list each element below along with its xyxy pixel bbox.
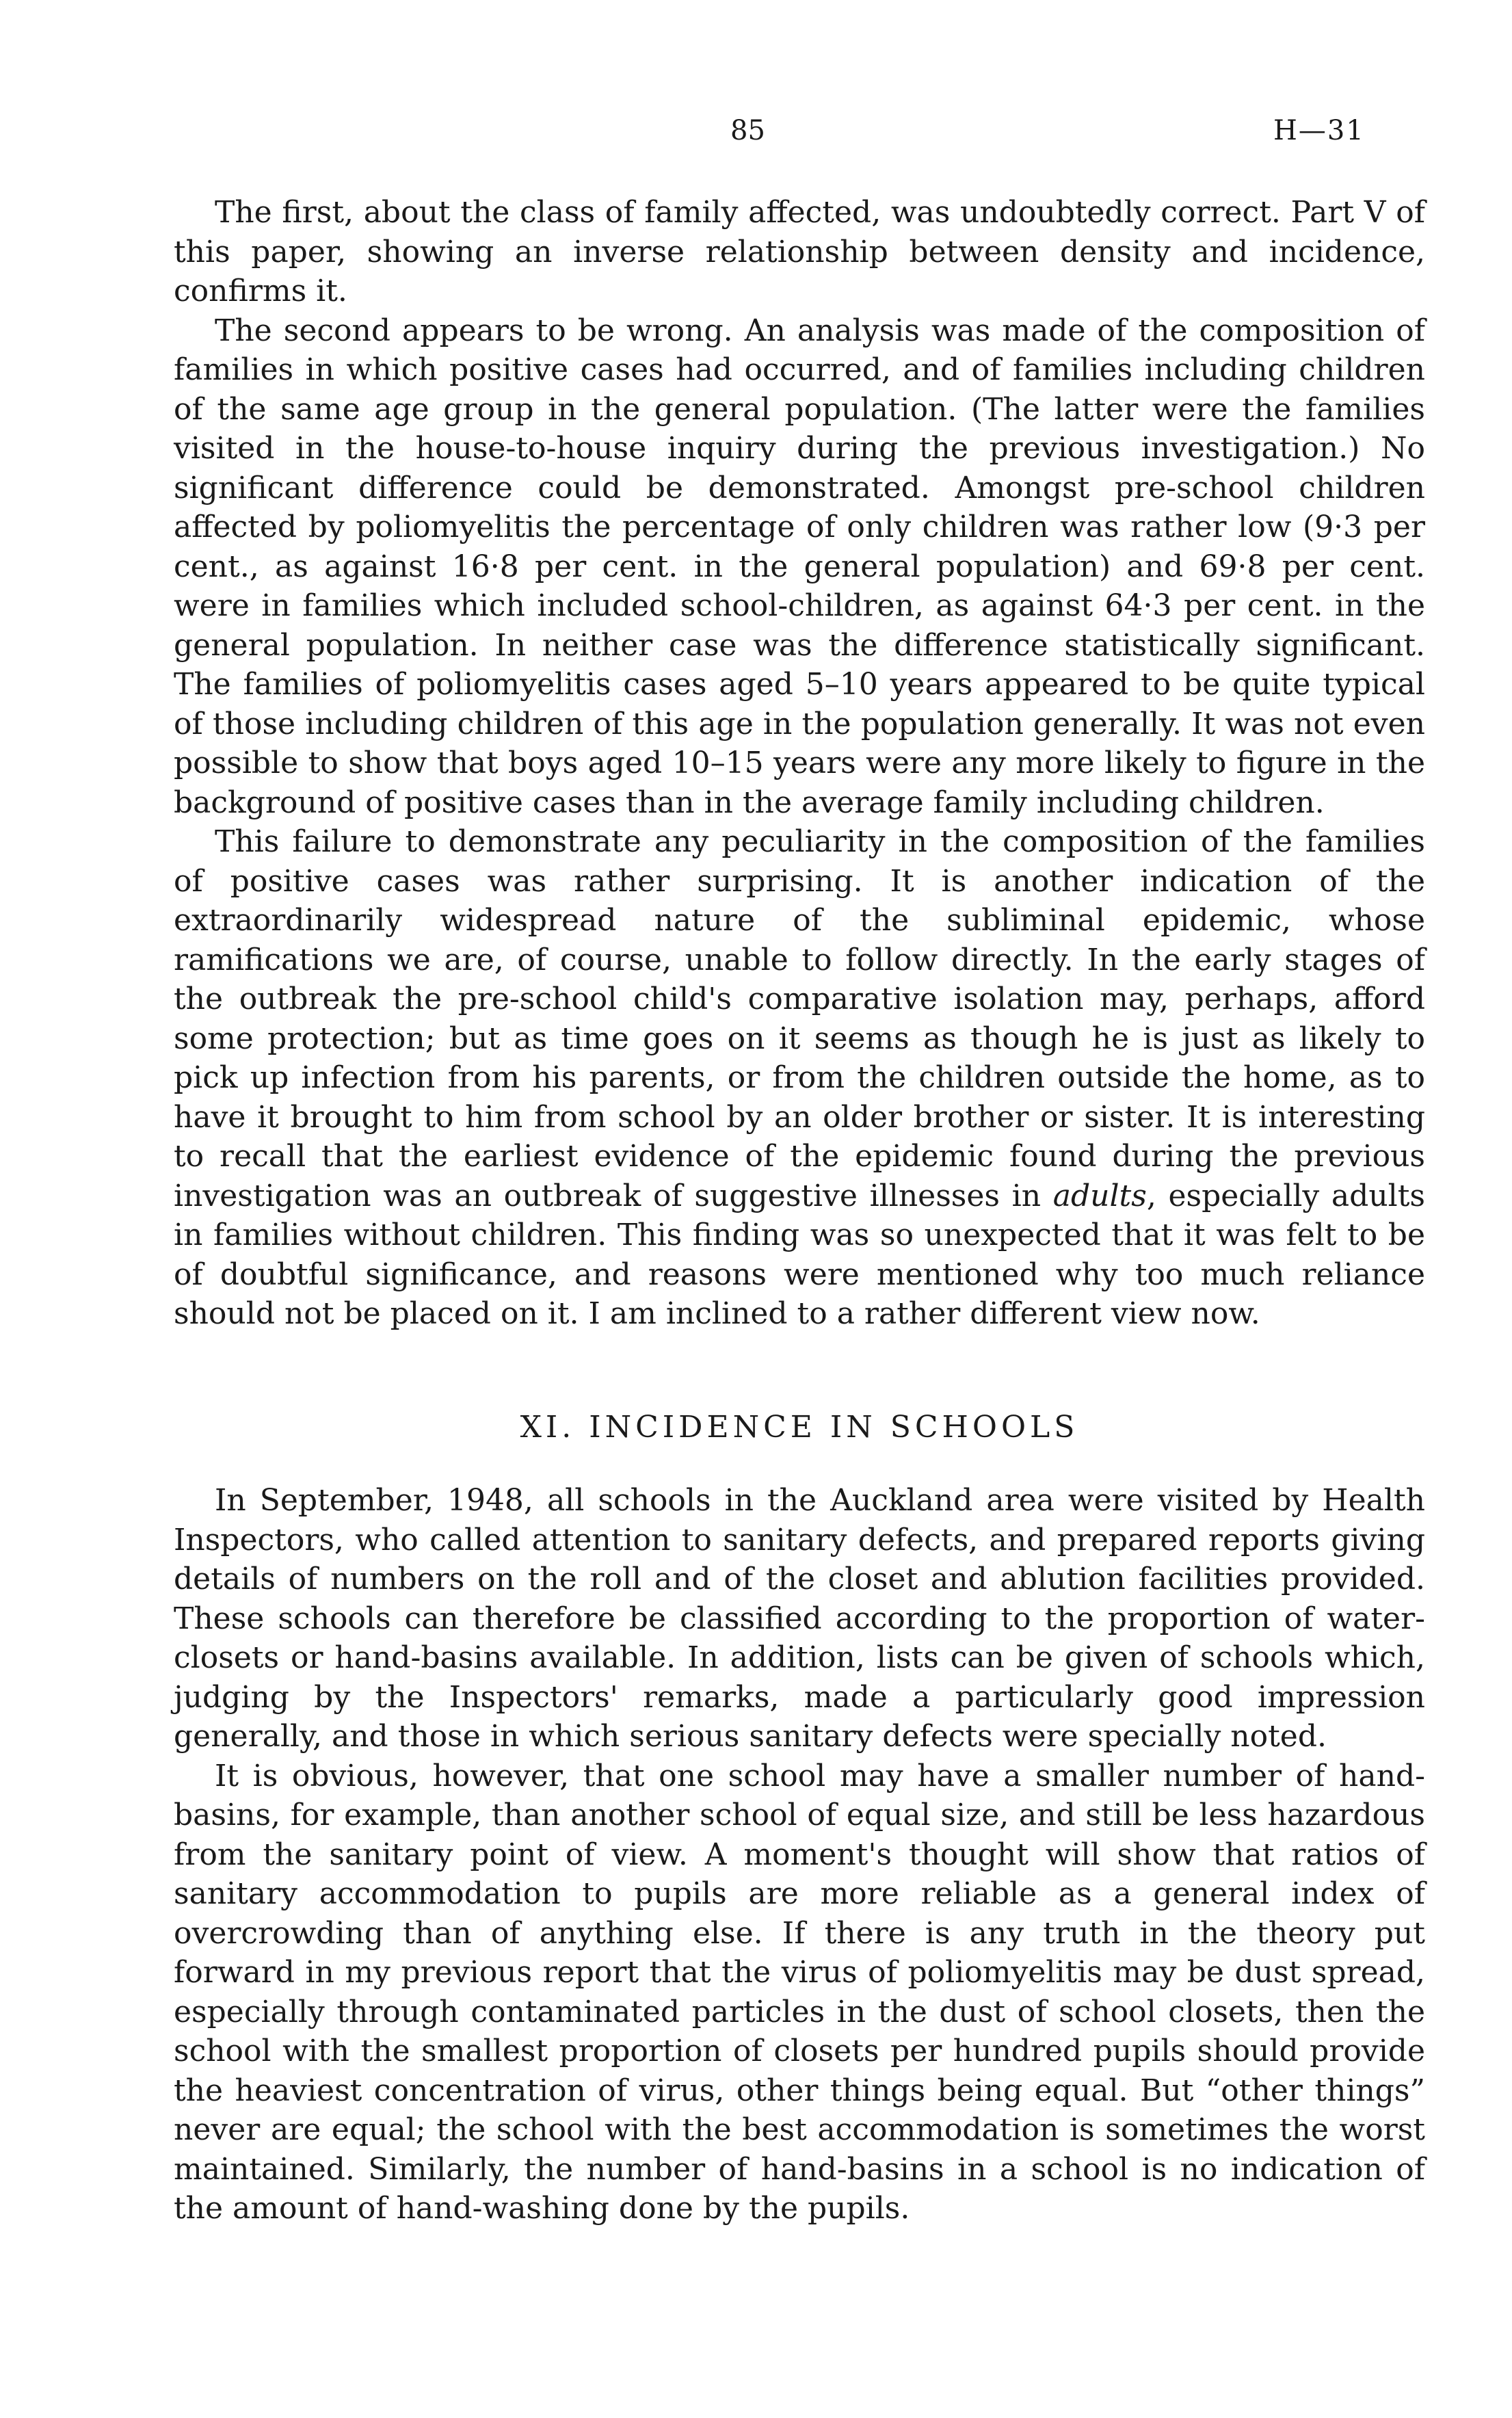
paragraph-text-after: , especially adults in families without children. This finding was so unexpected that it was felt to be of doubtful significance, and reasons were mentioned why too much reliance should not be placed on it. I am inclined to a rather different view now. [174, 1178, 1425, 1331]
paragraph-family-composition: The second appears to be wrong. An analysis was made of the composition of families in which positive cases had occurred, and of families including children of the same age group in the general population. (The latter were the families visited in the house-to-house inquiry during the previous investigation.) No significant difference could be demonstrated. Amongst pre-school children affected by poliomyelitis the percentage of only children was rather low (9·3 per cent., as against 16·8 per cent. in the general population) and 69·8 per cent. were in families which included school-children, as against 64·3 per cent. in the general population. In neither case was the difference statistically significant. The families of poliomyelitis cases aged 5–10 years appeared to be quite typical of those including children of this age in the population generally. It was not even possible to show that boys aged 10–15 years were any more likely to figure in the background of positive cases than in the average family including children. [174, 313, 1425, 820]
paragraph-sanitary-ratios: It is obvious, however, that one school may have a smaller number of hand-basins, for example, than another school of equal size, and still be less hazardous from the sanitary point of view. A moment's thought will show that ratios of sanitary accommodation to pupils are more reliable as a general index of overcrowding than of anything else. If there is any truth in the theory put forward in my previous report that the virus of poliomyelitis may be dust spread, especially through contaminated particles in the dust of school closets, then the school with the smallest proportion of closets per hundred pupils should provide the heaviest concentration of virus, other things being equal. But “other things” never are equal; the school with the best accommodation is sometimes the worst maintained. Similarly, the number of hand-basins in a school is no indication of the amount of hand-washing done by the pupils. [174, 1758, 1425, 2226]
paragraph-text-before: This failure to demonstrate any peculiarity in the composition of the families of positive cases was rather surprising. It is another indication of the extraordinarily widespread nature of the subliminal epidemic, whose ramifications we are, of course, unable to follow directly. In the early stages of the outbreak the pre-school child's comparative isolation may, perhaps, afford some protection; but as time goes on it seems as though he is just as likely to pick up infection from his parents, or from the children outside the home, as to have it brought to him from school by an older brother or sister. It is interesting to recall that the earliest evidence of the epidemic found during the previous investigation was an outbreak of suggestive illnesses in [174, 824, 1425, 1213]
page-header [0, 115, 1512, 156]
section-body [174, 1481, 1425, 2229]
paragraph-class-of-family: The first, about the class of family affected, was undoubtedly correct. Part V of this paper, showing an inverse relationship between density and incidence, confirms it. [174, 195, 1425, 308]
paragraph-health-inspectors: In September, 1948, all schools in the Auckland area were visited by Health Inspectors, who called attention to sanitary defects, and prepared reports giving details of numbers on the roll and of the closet and ablution facilities provided. These schools can therefore be classified according to the proportion of water-closets or hand-basins available. In addition, lists can be given of schools which, judging by the Inspectors' remarks, made a particularly good impression generally, and those in which serious sanitary defects were specially noted. [174, 1483, 1425, 1754]
page-number: 85 [730, 115, 765, 146]
emphasis-adults: adults [1052, 1178, 1147, 1213]
section-heading: XI. INCIDENCE IN SCHOOLS [520, 1409, 1079, 1445]
report-reference: H—31 [1273, 115, 1365, 146]
body-text [174, 193, 1425, 2229]
paragraph-failure-to-demonstrate [174, 822, 1425, 1334]
